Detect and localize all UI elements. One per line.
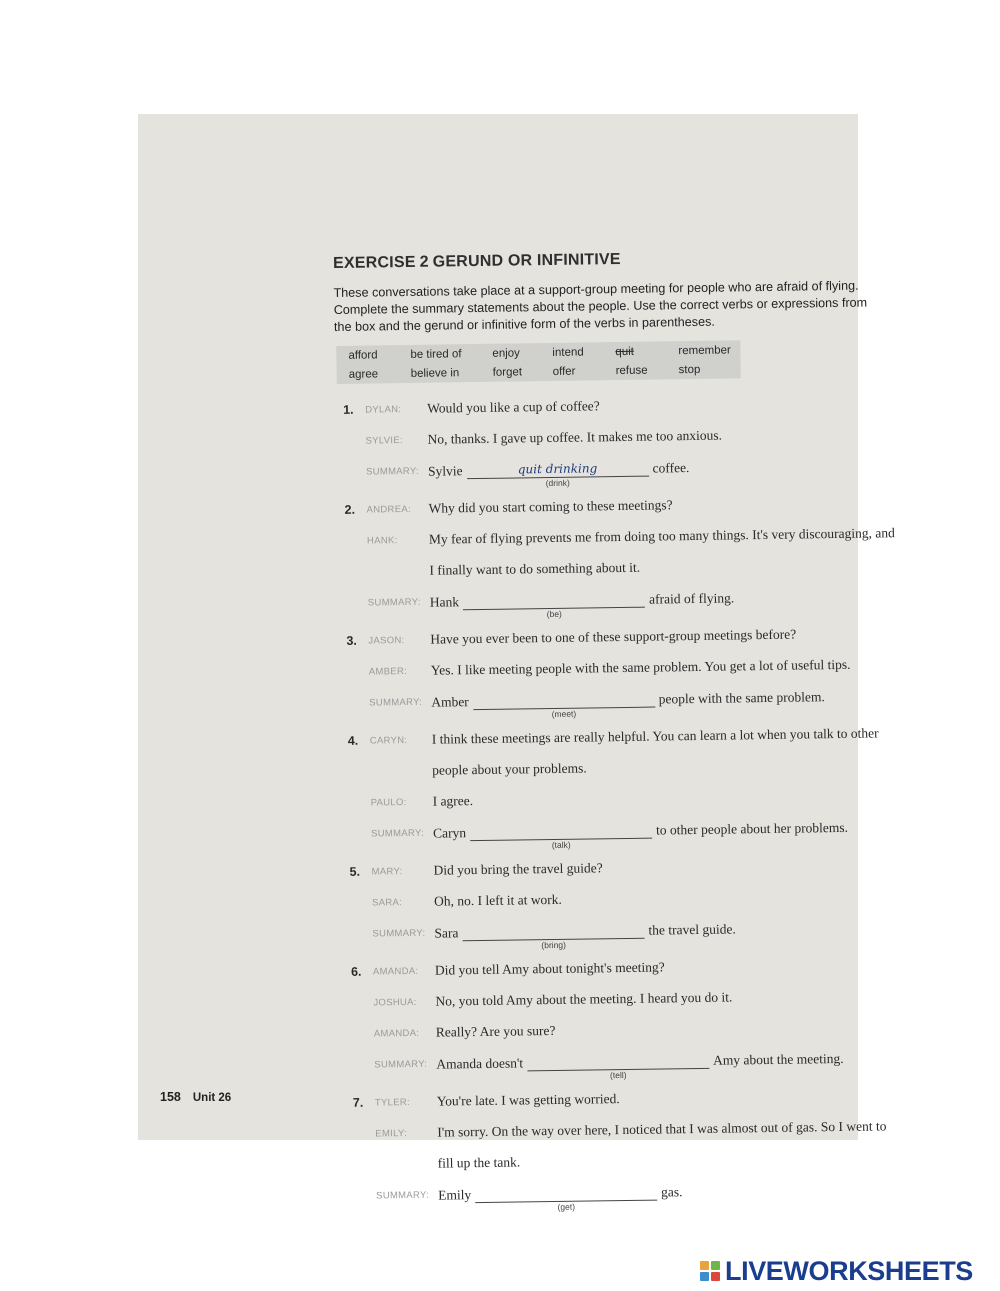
- word-box-item: agree: [348, 367, 379, 381]
- summary-ending: Amy about the meeting.: [712, 1050, 844, 1068]
- speaker-name: EMILY:: [375, 1128, 408, 1140]
- dialogue-text: Why did you start coming to these meetings?: [428, 497, 673, 516]
- worksheet-content: [333, 246, 956, 1221]
- liveworksheets-brand: [700, 1256, 973, 1286]
- summary-ending: afraid of flying.: [648, 590, 735, 607]
- word-box-item: forget: [492, 365, 523, 379]
- unit-label: Unit 26: [192, 1092, 232, 1104]
- exercise-number: 2: [419, 253, 429, 271]
- speaker-name: HANK:: [366, 535, 398, 547]
- page-footer: [160, 1090, 231, 1104]
- dialogue-text: I agree.: [432, 793, 474, 809]
- dialogue-text: Yes. I like meeting people with the same problem. You get a lot of useful tips.: [430, 656, 851, 678]
- summary-text: [429, 589, 735, 620]
- dialogue-text: I think these meetings are really helpful. You can learn a lot when you talk to other: [431, 725, 879, 747]
- answer-blank[interactable]: [475, 1184, 657, 1212]
- liveworksheets-logo-icon: [700, 1261, 720, 1281]
- summary-text: [432, 819, 849, 851]
- item-number: 7.: [352, 1095, 364, 1110]
- logo-square: [700, 1272, 709, 1281]
- answer-blank[interactable]: [463, 591, 645, 620]
- dialogue-text: Did you tell Amy about tonight's meeting?: [434, 959, 665, 978]
- summary-subject: Sylvie: [427, 463, 463, 479]
- item-number: 2.: [344, 502, 356, 517]
- answer-blank[interactable]: [473, 691, 655, 719]
- word-box-item: stop: [678, 363, 701, 376]
- summary-text: [438, 1183, 683, 1212]
- speaker-name: CARYN:: [369, 735, 408, 747]
- instructions: These conversations take place at a support-group meeting for people who are afraid of flying. Complete the summary statements about the people. Use the correct verbs or expressions from the box and the gerund or infinitive form of the verbs in parentheses.: [333, 278, 868, 334]
- summary-text: [431, 688, 825, 719]
- speaker-name: AMBER:: [368, 666, 408, 678]
- dialogue-text: Have you ever been to one of these support-group meetings before?: [430, 626, 797, 647]
- word-box-item: intend: [552, 346, 584, 359]
- summary-label: SUMMARY:: [367, 596, 421, 609]
- dialogue-text: Really? Are you sure?: [435, 1022, 556, 1040]
- verb-hint: (drink): [545, 477, 570, 489]
- item-number: 6.: [350, 964, 362, 979]
- summary-text: [434, 920, 736, 951]
- word-box-item: quit: [615, 345, 635, 358]
- logo-square: [700, 1261, 709, 1270]
- summary-subject: Emily: [438, 1187, 472, 1203]
- verb-hint: (be): [546, 608, 562, 620]
- summary-subject: Hank: [429, 594, 460, 610]
- summary-subject: Sara: [434, 925, 459, 941]
- summary-ending: to other people about her problems.: [655, 819, 849, 838]
- summary-text: [427, 459, 690, 489]
- verb-hint: (talk): [551, 839, 571, 851]
- dialogue-text: Did you bring the travel guide?: [433, 860, 603, 878]
- summary-ending: coffee.: [652, 460, 690, 476]
- summary-line: [346, 1175, 956, 1222]
- item-number: 1.: [343, 402, 354, 417]
- answer-blank[interactable]: [462, 922, 644, 951]
- word-box-item: refuse: [615, 364, 648, 377]
- dialogue-text: Oh, no. I left it at work.: [433, 891, 562, 909]
- exercise-title: [333, 246, 943, 273]
- answer-blank[interactable]: [466, 460, 648, 489]
- dialogue-text: I finally want to do something about it.: [429, 559, 641, 578]
- dialogue-text: No, you told Amy about the meeting. I heard you do it.: [435, 989, 733, 1009]
- summary-subject: Caryn: [432, 825, 467, 841]
- speaker-name: TYLER:: [374, 1097, 410, 1109]
- dialogue-text: No, thanks. I gave up coffee. It makes me too anxious.: [427, 427, 723, 447]
- speaker-name: JASON:: [368, 635, 405, 647]
- dialogue-text: You're late. I was getting worried.: [436, 1091, 620, 1109]
- word-box-item: afford: [348, 348, 378, 362]
- exercise-label: EXERCISE: [333, 253, 416, 272]
- speaker-name: AMANDA:: [373, 1027, 420, 1040]
- brand-name: LIVEWORKSHEETS: [725, 1255, 973, 1286]
- logo-square: [711, 1272, 720, 1281]
- speaker-name: PAULO:: [370, 797, 407, 809]
- summary-text: [436, 1050, 844, 1081]
- word-box-item: offer: [552, 365, 576, 378]
- summary-label: SUMMARY:: [376, 1189, 430, 1202]
- dialogue-text: people about your problems.: [432, 760, 587, 778]
- speaker-name: MARY:: [371, 866, 403, 878]
- word-box-item: enjoy: [492, 346, 520, 360]
- exercise-heading: GERUND OR INFINITIVE: [432, 250, 621, 271]
- word-box-item: believe in: [410, 366, 460, 380]
- word-box-item: remember: [678, 343, 731, 357]
- speaker-name: ANDREA:: [366, 503, 411, 516]
- word-box-item: be tired of: [410, 347, 462, 361]
- summary-ending: the travel guide.: [648, 921, 736, 938]
- summary-label: SUMMARY:: [372, 927, 426, 940]
- speaker-name: DYLAN:: [365, 404, 402, 416]
- summary-label: SUMMARY:: [369, 696, 423, 709]
- summary-subject: Amber: [431, 694, 469, 710]
- verb-hint: (get): [557, 1201, 576, 1212]
- dialogue-text: My fear of flying prevents me from doing too many things. It's very discouraging, and: [428, 525, 895, 547]
- answer-blank[interactable]: [470, 822, 652, 851]
- verb-hint: (meet): [551, 708, 577, 719]
- page-number: 158: [160, 1090, 181, 1104]
- summary-ending: people with the same problem.: [658, 689, 825, 707]
- worksheet-photo: [138, 114, 895, 1212]
- speaker-name: JOSHUA:: [373, 996, 417, 1009]
- dialogue-text: I'm sorry. On the way over here, I noticed that I was almost out of gas. So I went to: [437, 1118, 887, 1140]
- speaker-name: SYLVIE:: [365, 435, 403, 447]
- item-number: 4.: [347, 733, 359, 748]
- summary-label: SUMMARY:: [365, 465, 420, 478]
- summary-ending: gas.: [661, 1184, 683, 1200]
- answer-text: quit drinking: [517, 461, 598, 477]
- summary-subject: Amanda doesn't: [436, 1055, 524, 1072]
- speaker-name: AMANDA:: [372, 965, 419, 978]
- word-box: [336, 340, 740, 384]
- summary-label: SUMMARY:: [374, 1058, 428, 1071]
- logo-square: [711, 1261, 720, 1270]
- exercise-items: [335, 389, 956, 1221]
- dialogue-text: fill up the tank.: [437, 1154, 521, 1171]
- dialogue-text: Would you like a cup of coffee?: [427, 398, 600, 416]
- answer-blank[interactable]: [527, 1052, 709, 1081]
- speaker-name: SARA:: [371, 897, 403, 909]
- summary-label: SUMMARY:: [371, 827, 425, 840]
- item-number: 5.: [349, 864, 361, 879]
- verb-hint: (tell): [609, 1069, 627, 1081]
- verb-hint: (bring): [541, 939, 567, 951]
- item-number: 3.: [346, 633, 357, 648]
